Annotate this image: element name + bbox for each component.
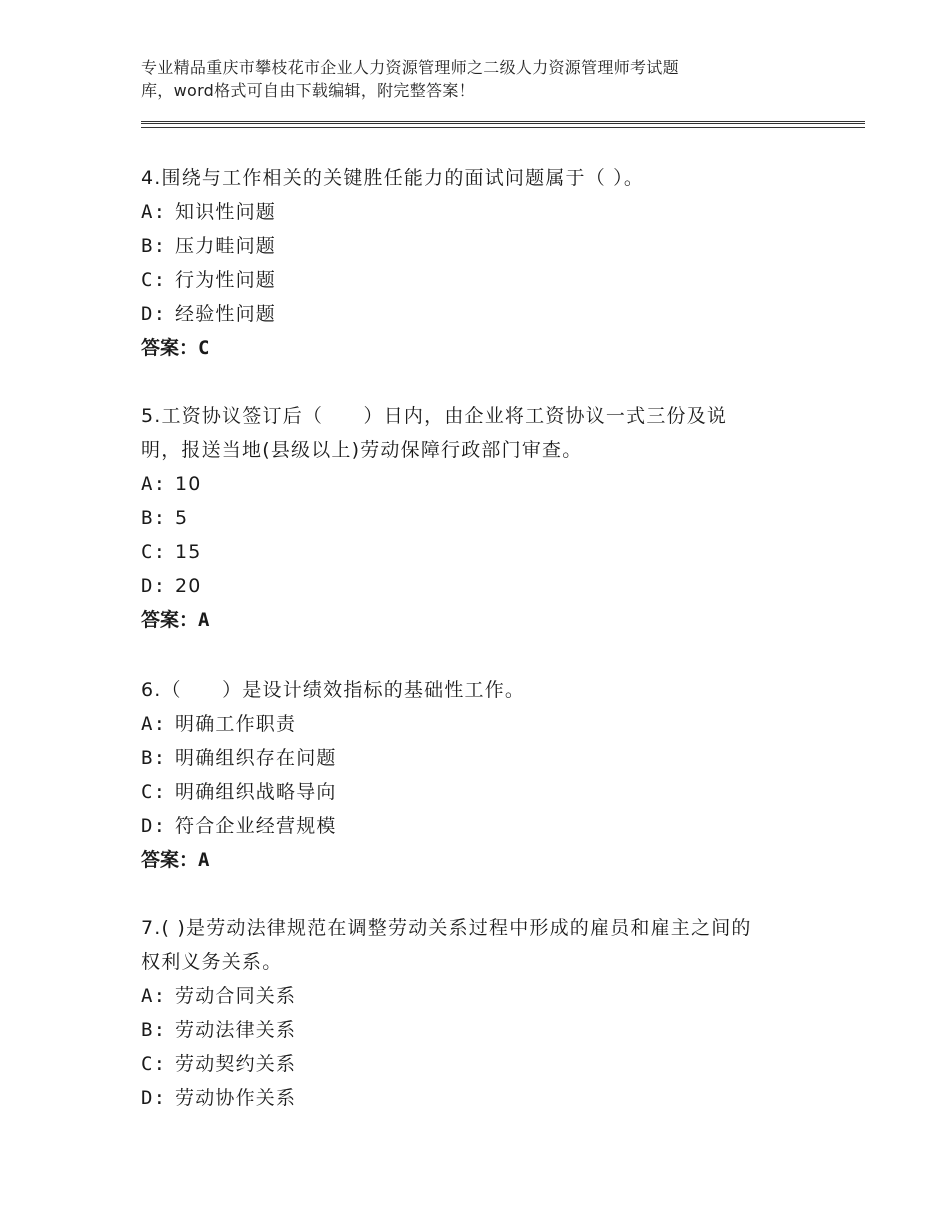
question-stem-line-1: 7.( )是劳动法律规范在调整劳动关系过程中形成的雇员和雇主之间的 xyxy=(141,917,752,939)
option-text: 压力畦问题 xyxy=(175,235,277,257)
option-d xyxy=(141,569,841,603)
answer-label: 答案： xyxy=(141,337,199,359)
option-b xyxy=(141,501,841,535)
question-stem-line-2: 明，报送当地(县级以上)劳动保障行政部门审查。 xyxy=(141,439,583,461)
option-letter: C: xyxy=(141,781,167,803)
option-letter: C: xyxy=(141,269,167,291)
answer-label: 答案： xyxy=(141,849,199,871)
option-letter: B: xyxy=(141,507,167,529)
option-letter: A: xyxy=(141,473,167,495)
question-stem: 4.围绕与工作相关的关键胜任能力的面试问题属于（ ）。 xyxy=(141,167,645,189)
option-c xyxy=(141,1047,841,1081)
header-divider-inner xyxy=(141,123,865,124)
option-b xyxy=(141,741,841,775)
option-letter: B: xyxy=(141,235,167,257)
answer-line xyxy=(141,843,841,877)
option-letter: D: xyxy=(141,575,167,597)
option-text: 10 xyxy=(175,473,202,495)
option-b xyxy=(141,1013,841,1047)
answer-value: C xyxy=(198,337,210,359)
option-text: 5 xyxy=(175,507,189,529)
option-letter: D: xyxy=(141,1087,167,1109)
option-c xyxy=(141,775,841,809)
answer-line xyxy=(141,603,841,637)
option-text: 劳动契约关系 xyxy=(175,1053,297,1075)
option-letter: A: xyxy=(141,985,167,1007)
option-text: 劳动法律关系 xyxy=(175,1019,297,1041)
option-letter: B: xyxy=(141,1019,167,1041)
option-text: 20 xyxy=(175,575,202,597)
option-c xyxy=(141,263,841,297)
option-letter: C: xyxy=(141,1053,167,1075)
answer-value: A xyxy=(198,609,210,631)
option-letter: D: xyxy=(141,815,167,837)
option-a xyxy=(141,707,841,741)
option-text: 行为性问题 xyxy=(175,269,277,291)
option-c xyxy=(141,535,841,569)
option-a xyxy=(141,195,841,229)
question-stem: 6.（ ）是设计绩效指标的基础性工作。 xyxy=(141,679,526,701)
question-4 xyxy=(141,161,841,365)
question-6 xyxy=(141,673,841,877)
option-text: 明确组织战略导向 xyxy=(175,781,337,803)
option-d xyxy=(141,809,841,843)
option-letter: D: xyxy=(141,303,167,325)
question-stem-line-2: 权利义务关系。 xyxy=(141,951,283,973)
answer-value: A xyxy=(198,849,210,871)
option-letter: A: xyxy=(141,713,167,735)
option-text: 明确组织存在问题 xyxy=(175,747,337,769)
option-a xyxy=(141,979,841,1013)
header-line-2: 库，word格式可自由下载编辑，附完整答案！ xyxy=(141,81,475,100)
question-7 xyxy=(141,911,841,1115)
document-header xyxy=(141,56,861,102)
option-text: 劳动协作关系 xyxy=(175,1087,297,1109)
option-text: 15 xyxy=(175,541,202,563)
answer-line xyxy=(141,331,841,365)
answer-label: 答案： xyxy=(141,609,199,631)
option-a xyxy=(141,467,841,501)
option-d xyxy=(141,1081,841,1115)
question-stem-line-1: 5.工资协议签订后（ ）日内，由企业将工资协议一式三份及说 xyxy=(141,405,728,427)
header-divider xyxy=(141,121,865,128)
option-letter: A: xyxy=(141,201,167,223)
option-letter: C: xyxy=(141,541,167,563)
option-text: 明确工作职责 xyxy=(175,713,297,735)
option-text: 知识性问题 xyxy=(175,201,277,223)
question-5 xyxy=(141,399,841,637)
option-text: 经验性问题 xyxy=(175,303,277,325)
header-line-1: 专业精品重庆市攀枝花市企业人力资源管理师之二级人力资源管理师考试题 xyxy=(141,58,679,77)
option-letter: B: xyxy=(141,747,167,769)
option-b xyxy=(141,229,841,263)
option-text: 符合企业经营规模 xyxy=(175,815,337,837)
option-d xyxy=(141,297,841,331)
option-text: 劳动合同关系 xyxy=(175,985,297,1007)
